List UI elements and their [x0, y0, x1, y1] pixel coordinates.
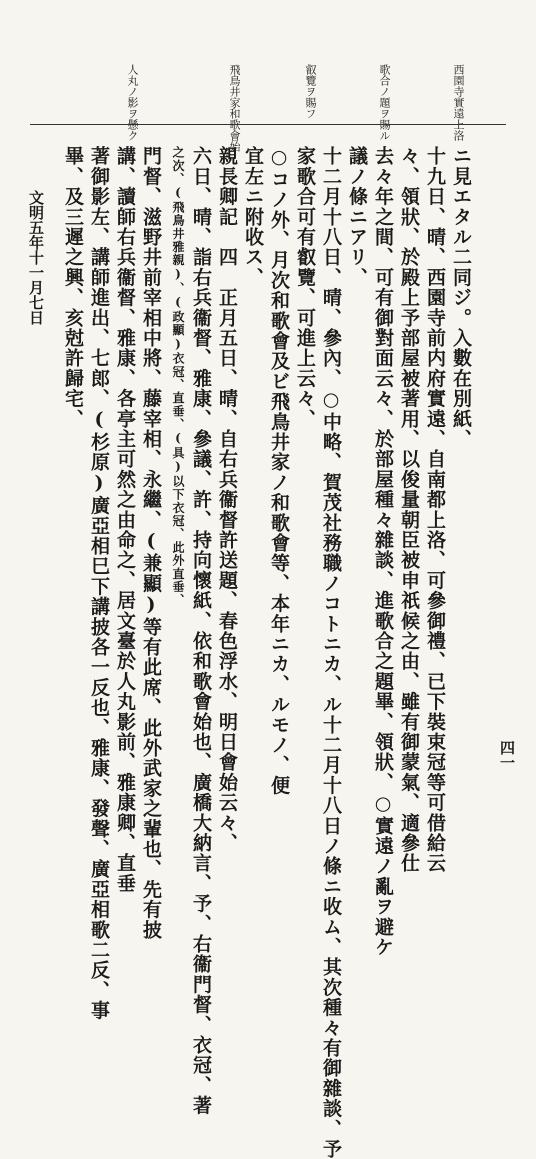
- text-column-4: 去々年之間、可有御對面云々、於部屋種々雜談、進歌合之題畢、領狀、○實遠ノ亂ヲ避ケ: [372, 146, 394, 957]
- header-rule: [30, 124, 506, 125]
- text-column-11: 六日、晴、詣右兵衞督、雅康、參議、許、持向懷紙、依和歌會始也、廣橋大納言、予、右衞門督、衣冠、著: [190, 146, 212, 1116]
- text-column-5: 議ノ條ニアリ、: [346, 146, 368, 288]
- text-column-3: 々、領狀、於殿上予部屋被著用、以俊量朝臣被申祇候之由、雖有御蒙氣、適參仕: [398, 146, 420, 874]
- text-column-10: 親長卿記 四 正月五日、晴、自右兵衞督許送題、春色浮水、明日會始云々、: [216, 146, 238, 853]
- text-column-14: 講、讀師右兵衞督、雅康、各亭主可然之由命之、居文臺於人丸影前、雅康卿、直垂: [114, 146, 136, 894]
- headnote-1: 西園寺實遠上洛: [452, 64, 465, 141]
- headnote-2: 歌合ノ題ヲ賜ル: [378, 64, 391, 141]
- text-column-6: 十二月十八日、晴、參內、○中略、賀茂社務職ノコトニカ、ル十二月十八日ノ條ニ收ム、其次種々有御雜談、予: [320, 146, 342, 1159]
- headnote-5: 人丸ノ影ヲ懸ク: [126, 64, 139, 141]
- text-column-15: 著御影左、講師進出、七郎、(杉原)廣亞相巳下講披各一反也、雅康、發聲、廣亞相歌二反、事: [88, 146, 110, 1021]
- text-column-12: 之次、(飛鳥井雅親)、(政顯)衣冠、直垂、(具)以下衣冠、此外直垂、: [171, 146, 185, 607]
- text-column-13: 門督、滋野井前宰相中將、藤宰相、永繼、(兼顯)等有此席、此外武家之輩也、先有披: [140, 146, 162, 940]
- text-column-1: ニ見エタル二同ジ。入數在別紙、: [450, 146, 472, 449]
- text-column-8: ○コノ外、月次和歌會及ビ飛鳥井家ノ和歌會等、本年ニカ、ルモノ、便: [268, 146, 290, 796]
- text-column-7: 家歌合可有叡覽、可進上云々、: [294, 146, 316, 429]
- text-column-9: 宜左ニ附收ス、: [242, 146, 264, 288]
- headnote-4: 飛鳥井家和歌會始: [228, 64, 241, 152]
- page-number: 四一: [498, 740, 516, 770]
- text-column-2: 十九日、晴、西園寺前内府實遠、自南都上洛、可參御禮、已下裝束冠等可借給云: [424, 146, 446, 874]
- headnote-3: 叡覽ヲ賜フ: [304, 64, 317, 119]
- text-column-16: 畢、及三遲之興、亥尅許歸宅、: [62, 146, 84, 429]
- running-title: 文明五年十一月七日: [27, 190, 45, 325]
